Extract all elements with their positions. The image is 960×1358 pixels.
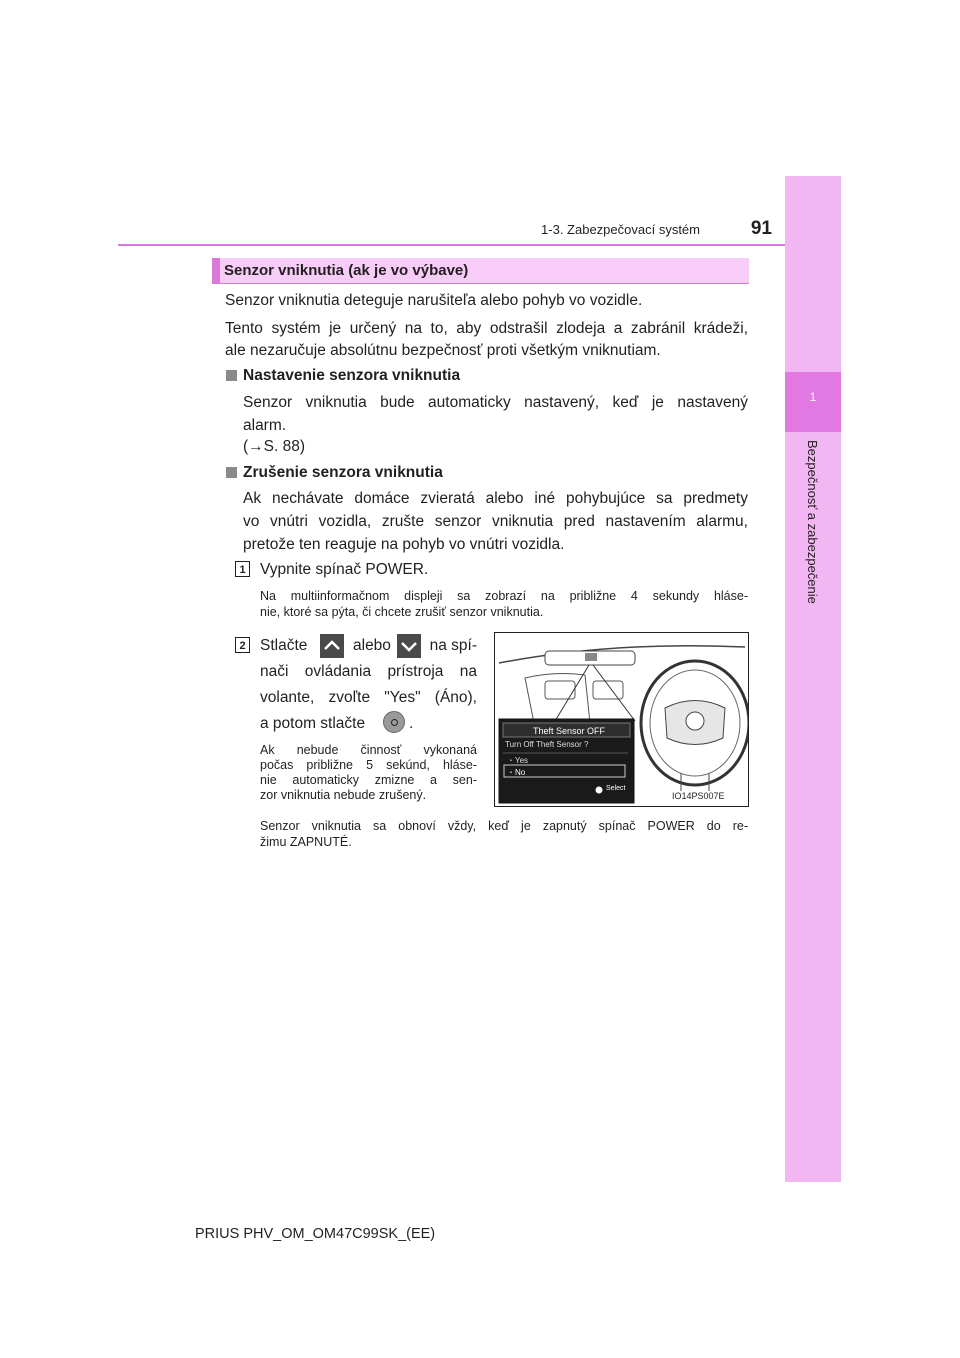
header-rule <box>118 244 785 246</box>
dashboard-illustration <box>495 633 748 806</box>
bullet-square-icon <box>226 370 237 381</box>
cancel-line-3: pretože ten reaguje na pohyb vo vnútri vozidla. <box>243 536 565 553</box>
step2-or: alebo <box>353 637 391 654</box>
banner-title: Senzor vniknutia (ak je vo výbave) <box>224 262 469 279</box>
step-number-2: 2 <box>235 637 250 653</box>
page-number: 91 <box>750 218 772 239</box>
step2-note-2: počas približne 5 sekúnd, hláse- <box>260 758 477 772</box>
step2-line4: a potom stlačte <box>260 715 366 732</box>
intro-line-1: Senzor vniknutia deteguje narušiteľa alebo pohyb vo vozidle. <box>225 292 643 309</box>
step2-line2: nači ovládania prístroja na <box>260 663 477 680</box>
intro-line-2: Tento systém je určený na to, aby odstrašil zlodeja a zabránil krádeži, <box>225 320 748 337</box>
chapter-side-tab <box>785 176 841 1182</box>
setting-heading: Nastavenie senzora vniknutia <box>243 367 461 384</box>
section-title: 1-3. Zabezpečovací systém <box>541 222 700 237</box>
step1-note-2: nie, ktoré sa pýta, či chcete zrušiť senzor vniknutia. <box>260 605 544 619</box>
setting-page-ref: (→S. 88) <box>243 438 306 455</box>
document-footer: PRIUS PHV_OM_OM47C99SK_(EE) <box>195 1226 436 1242</box>
screen-option-no: ・No <box>507 768 526 777</box>
step2-line1-end: na spí- <box>429 637 477 654</box>
bullet-square-icon <box>226 467 237 478</box>
setting-line-1: Senzor vniknutia bude automaticky nastavený, keď je nastavený <box>243 394 748 411</box>
screen-select-label: Select <box>606 785 626 792</box>
dashboard-figure <box>494 632 749 807</box>
setting-line-2: alarm. <box>243 417 287 434</box>
final-note-1: Senzor vniknutia sa obnoví vždy, keď je zapnutý spínač POWER do re- <box>260 819 748 833</box>
step2-press: Stlačte <box>260 637 308 654</box>
step2-note-4: zor vniknutia nebude zrušený. <box>260 788 427 802</box>
step-number-1: 1 <box>235 561 250 577</box>
step2-note-3: nie automaticky zmizne a sen- <box>260 773 477 787</box>
chapter-title: Bezpečnosť a zabezpečenie <box>805 440 820 604</box>
chapter-number: 1 <box>809 390 817 404</box>
cancel-line-1: Ak nechávate domáce zvieratá alebo iné pohybujúce sa predmety <box>243 490 748 507</box>
chevron-down-button-icon <box>397 634 421 658</box>
cancel-heading: Zrušenie senzora vniknutia <box>243 464 443 481</box>
cancel-line-2: vo vnútri vozidla, zrušte senzor vniknutia pred nastavením alarmu, <box>243 513 748 530</box>
final-note-2: žimu ZAPNUTÉ. <box>260 835 352 849</box>
step2-note-1: Ak nebude činnosť vykonaná <box>260 743 477 757</box>
step2-period: . <box>409 715 414 732</box>
step1-note-1: Na multiinformačnom displeji sa zobrazí na približne 4 sekundy hláse- <box>260 589 748 603</box>
figure-id: IO14PS007E <box>672 791 725 801</box>
step1-text: Vypnite spínač POWER. <box>260 561 429 578</box>
intro-line-3: ale nezaručuje absolútnu bezpečnosť proti všetkým vniknutiam. <box>225 342 661 359</box>
screen-question: Turn Off Theft Sensor ? <box>505 740 589 749</box>
screen-option-yes: ・Yes <box>507 756 529 765</box>
chevron-up-button-icon <box>320 634 344 658</box>
step2-line3: volante, zvoľte "Yes" (Áno), <box>260 689 477 706</box>
screen-title: Theft Sensor OFF <box>533 726 606 736</box>
ok-button-icon <box>383 711 405 733</box>
